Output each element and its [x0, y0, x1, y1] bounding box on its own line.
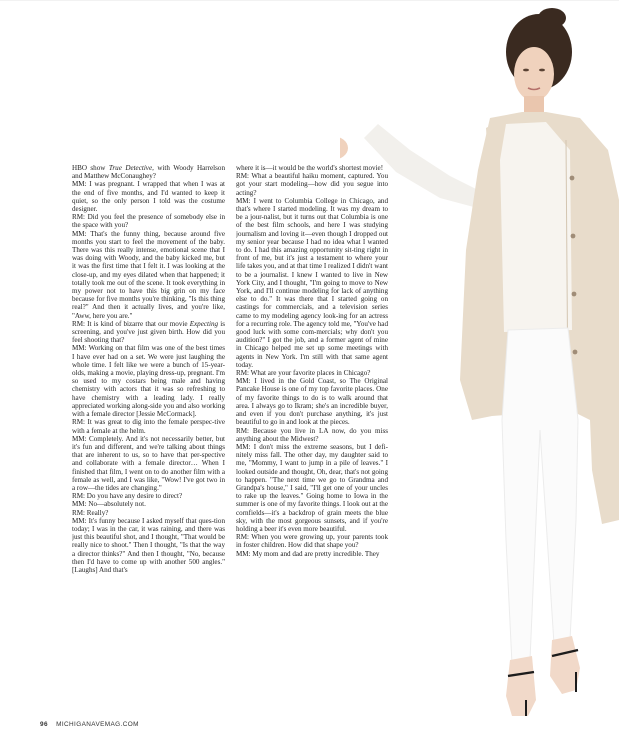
- paragraph: MM: My mom and dad are pretty incredible. They: [236, 549, 380, 558]
- paragraph: MM: Working on that film was one of the best times I have ever had on a set. We were just laughing the whole time. I felt like we were a bunch of 15-year-olds, making a movie, playing dress-up, pregnant. I'm so used to my costars being male and having chemistry with actors that it was so refreshing to have chemistry with a leading lady. I really appreciated working along-side you and also working with a female director [Jessie McCormack].: [72, 344, 225, 419]
- paragraph: MM: I was pregnant. I wrapped that when I was at the end of five months, and I'd wanted to keep it quiet, so the only person I told was the costume designer.: [72, 180, 225, 214]
- paragraph: MM: I don't miss the extreme seasons, but I defi-nitely miss fall. The other day, my daughter said to me, "Mommy, I want to jump in a pile of leaves." I looked outside and thought, Oh, dear, that's not going to happen. "The next time we go to Grandma and Grandpa's house," I said, "I'll get one of your uncles to rake up the leaves." Going home to Iowa in the summer is one of my favorite things. I look out at the cornfields—it's a backdrop of grain meets the blue sky, with the most gorgeous sunsets, and if you're holding a beer it's even more beautiful.: [236, 442, 388, 533]
- website-url: MICHIGANAVEMAG.COM: [56, 721, 139, 728]
- page-number: 96: [40, 721, 48, 728]
- raised-hand: [340, 136, 348, 160]
- coat-button: [571, 234, 576, 239]
- paragraph: MM: I lived in the Gold Coast, so The Original Pancake House is one of my top favorite places. One of my favorite things to do is to walk around that area. I always go to Ikram; she's an incredible buyer, and even if you don't purchase anything, it's just beautiful to go in and look at the pieces.: [236, 377, 388, 427]
- paragraph: RM: Because you live in LA now, do you miss anything about the Midwest?: [236, 426, 388, 443]
- coat-button: [573, 350, 578, 355]
- blouse: [500, 122, 572, 332]
- paragraph: RM: It was great to dig into the female perspec-tive with a female at the helm.: [72, 418, 225, 435]
- paragraph: RM: It is kind of bizarre that our movie Expecting is screening, and you've just given birth. How did you feel shooting that?: [72, 319, 225, 345]
- paragraph: MM: It's funny because I asked myself that ques-tion today; I was in the car, it was raining, and there was just this beautiful shot, and I thought, "That would be really nice to shoot." Then I thought, "Is that the way a director thinks?" And then I thought, "No, because then I'd have to come up with another 500 angles." [Laughs] And that's: [72, 516, 225, 574]
- raised-forearm: [364, 124, 490, 210]
- paragraph: RM: What are your favorite places in Chicago?: [236, 369, 371, 378]
- paragraph: RM: Did you feel the presence of somebody else in the space with you?: [72, 213, 225, 230]
- paragraph: MM: That's the funny thing, because around five months you start to feel the movement of the baby. There was this really intense, emotional scene that I was doing with Woody, and the baby kicked me, but it was the first time that I felt it. I was looking at the close-up, and my eyes dilated when that happened; it totally took me out of the scene. It took everything in my power not to have this big grin on my face because for five months you're thinking, "Is this thing real?" And then it actually lives, and you're like, "Aww, here you are.": [72, 229, 225, 320]
- italic-title: True Detective,: [108, 164, 154, 172]
- shoe-left: [506, 656, 536, 716]
- article-column-left: [72, 164, 225, 724]
- paragraph: HBO show True Detective, with Woody Harrelson and Matthew McConaughey?: [72, 164, 225, 181]
- paragraph: RM: Do you have any desire to direct?: [72, 492, 183, 501]
- model-photo: [340, 0, 619, 743]
- paragraph: MM: Completely. And it's not necessarily better, but it's fun and different, and we're talking about things that are inherent to us, so to have that per-spective and collaborate with a female director… When I finished that film, I went on to do another film with a female as well, and I was like, "Wow! I've got two in a row—the tides are changing.": [72, 434, 225, 492]
- paragraph: RM: When you were growing up, your parents took in foster children. How did that shape you?: [236, 533, 388, 550]
- face: [514, 47, 554, 101]
- paragraph: MM: No—absolutely not.: [72, 500, 146, 509]
- paragraph: RM: Really?: [72, 508, 109, 517]
- hair-bun: [538, 8, 566, 28]
- paragraph: where it is—it would be the world's shortest movie!: [236, 164, 384, 172]
- italic-title: Expecting: [189, 319, 219, 328]
- coat-button: [572, 292, 577, 297]
- paragraph: RM: What a beautiful haiku moment, captured. You got your start modeling—how did you segue into acting?: [236, 172, 388, 197]
- coat-button: [570, 176, 575, 181]
- paragraph: MM: I went to Columbia College in Chicago, and that's where I started modeling. It was my dream to be a jour-nalist, but it turns out that Columbia is one of the best film schools, and here I was studying journalism and loving it—even though I dropped out my senior year because I had no idea what I wanted to do. I had this amazing opportunity sit-ting right in front of me, but it's just a testament to where your life takes you, and at that time I realized I didn't want to be a journalist. I knew I wanted to live in New York City, and I thought, "I'm going to move to New York, and I'll continue modeling for lack of anything else to do." It was there that I started going on castings for commercials, and a television series came to my modeling agency look-ing for an actress for a recurring role. The agency told me, "You've had good luck with some com-mercials; why don't you audition?" I got the job, and a former agent of mine in Chicago helped me set up some meetings with agents in New York. I'm still with that same agent today.: [236, 196, 388, 369]
- page-footer: [40, 721, 139, 728]
- pants: [502, 328, 578, 664]
